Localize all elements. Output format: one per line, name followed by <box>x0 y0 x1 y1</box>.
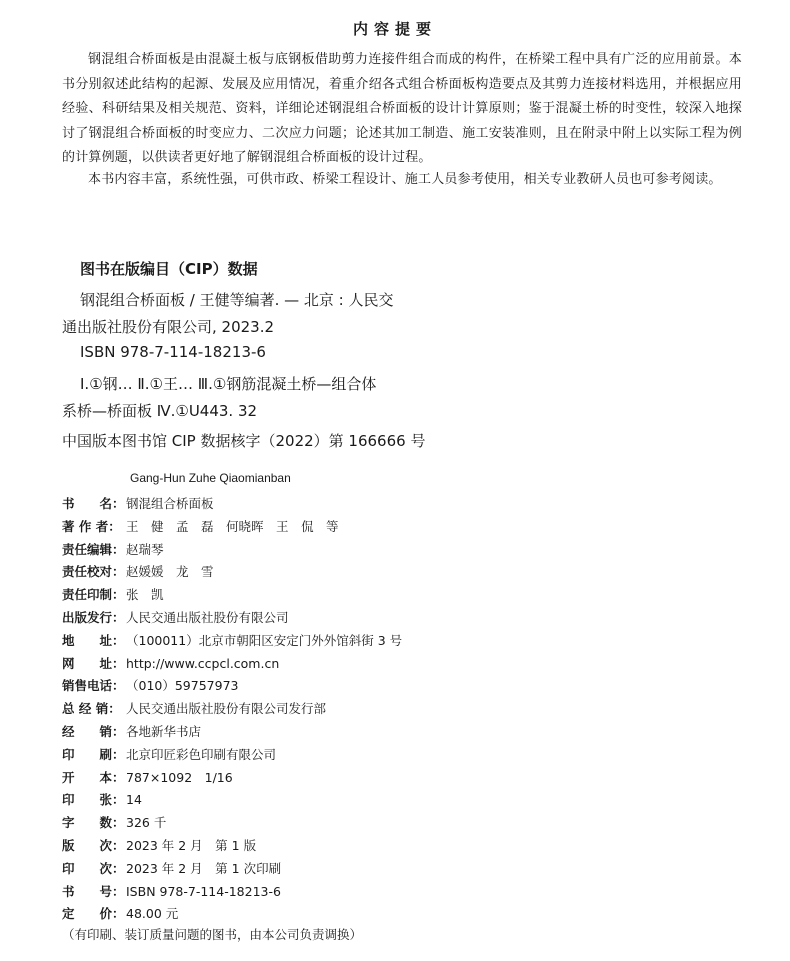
metadata-label: 总 经 销： <box>62 701 121 717</box>
metadata-value: 2023 年 2 月 第 1 版 <box>126 838 257 853</box>
metadata-row <box>62 608 289 626</box>
metadata-value: 各地新华书店 <box>126 724 202 739</box>
metadata-value: 787×1092 1/16 <box>126 769 233 785</box>
metadata-value: （100011）北京市朝阳区安定门外外馆斜街 3 号 <box>126 632 403 648</box>
metadata-value: 赵瑞琴 <box>126 541 164 557</box>
metadata-value: 14 <box>126 792 142 808</box>
metadata-label: 印 次： <box>62 860 125 876</box>
cip-line: Ⅰ.①钢… Ⅱ.①王… Ⅲ.①钢筋混凝土桥—组合体 <box>80 375 377 393</box>
cip-line: 通出版社股份有限公司, 2023.2 <box>62 318 275 336</box>
metadata-value: 人民交通出版社股份有限公司 <box>126 610 289 625</box>
metadata-row <box>62 768 233 786</box>
metadata-value: 2023 年 2 月 第 1 次印刷 <box>126 860 282 876</box>
metadata-row <box>62 904 178 922</box>
metadata-label: 开 本： <box>62 769 125 785</box>
metadata-row <box>62 676 238 694</box>
metadata-row <box>62 745 276 763</box>
metadata-label: 责任编辑： <box>62 541 125 557</box>
cip-line: 系桥—桥面板 Ⅳ.①U443. 32 <box>62 402 258 420</box>
metadata-value: http://www.ccpcl.com.cn <box>126 655 280 671</box>
metadata-label: 出版发行： <box>62 610 125 625</box>
metadata-label: 地 址： <box>62 632 125 648</box>
metadata-row <box>62 836 256 854</box>
metadata-value: 钢混组合桥面板 <box>126 496 214 511</box>
summary-paragraph-2: 本书内容丰富，系统性强，可供市政、桥梁工程设计、施工人员参考使用，相关专业教研人员也可参考阅读。 <box>88 172 722 187</box>
metadata-value: （010）59757973 <box>126 678 239 694</box>
metadata-row <box>62 631 402 649</box>
cip-isbn: ISBN 978-7-114-18213-6 <box>80 343 266 361</box>
metadata-label: 网 址： <box>62 655 125 671</box>
metadata-label: 版 次： <box>62 838 125 853</box>
metadata-row <box>62 654 279 672</box>
metadata-label: 书 号： <box>62 883 125 899</box>
metadata-label: 印 刷： <box>62 746 125 762</box>
metadata-value: 326 千 <box>126 815 167 831</box>
metadata-row <box>62 585 164 603</box>
metadata-row <box>62 722 201 740</box>
metadata-label: 字 数： <box>62 815 125 831</box>
metadata-value: 北京印匠彩色印刷有限公司 <box>126 746 277 762</box>
metadata-label: 著 作 者： <box>62 518 121 534</box>
summary-heading: 内容提要 <box>352 20 437 38</box>
metadata-value: 赵媛媛 龙 雪 <box>126 564 214 580</box>
cip-line: 钢混组合桥面板 / 王健等编著. — 北京 : 人民交 <box>80 291 394 309</box>
metadata-row <box>62 859 281 877</box>
metadata-label: 责任印制： <box>62 587 125 603</box>
metadata-row <box>62 494 214 512</box>
metadata-row <box>62 882 281 900</box>
metadata-label: 定 价： <box>62 906 125 922</box>
metadata-row <box>62 562 214 580</box>
pinyin-title: Gang-Hun Zuhe Qiaomianban <box>130 471 291 485</box>
metadata-row <box>62 699 326 717</box>
quality-note: （有印刷、装订质量问题的图书，由本公司负责调换） <box>62 927 363 942</box>
metadata-label: 销售电话： <box>62 678 125 694</box>
cip-heading: 图书在版编目（CIP）数据 <box>80 260 258 278</box>
metadata-label: 印 张： <box>62 792 125 808</box>
summary-paragraph-1: 钢混组合桥面板是由混凝土板与底钢板借助剪力连接件组合而成的构件，在桥梁工程中具有广泛的应用前景。本书分别叙述此结构的起源、发展及应用情况，着重介绍各式组合桥面板构造要点及其剪力连接材料选用，并根据应用经验、科研结果及相关规范、资料，详细论述钢混组合桥面板的设计计算原则；鉴于混凝土桥的时变性，较深入地探讨了钢混组合桥面板的时变应力、二次应力问题；论述其加工制造、施工安装准则，且在附录中附上以实际工程为例的计算例题，以供读者更好地了解钢混组合桥面板的设计过程。 <box>62 52 742 165</box>
metadata-value: ISBN 978-7-114-18213-6 <box>126 883 281 899</box>
metadata-value: 48.00 元 <box>126 906 179 922</box>
metadata-value: 张 凯 <box>126 587 164 603</box>
metadata-row <box>62 813 166 831</box>
cip-record-number: 中国版本图书馆 CIP 数据核字（2022）第 166666 号 <box>62 432 426 450</box>
metadata-row <box>62 517 339 535</box>
metadata-row <box>62 790 142 808</box>
metadata-label: 责任校对： <box>62 564 125 580</box>
metadata-value: 王 健 孟 磊 何晓晖 王 侃 等 <box>126 518 339 534</box>
metadata-label: 经 销： <box>62 724 125 739</box>
metadata-row <box>62 540 164 558</box>
metadata-label: 书 名： <box>62 496 125 511</box>
metadata-value: 人民交通出版社股份有限公司发行部 <box>126 701 327 717</box>
